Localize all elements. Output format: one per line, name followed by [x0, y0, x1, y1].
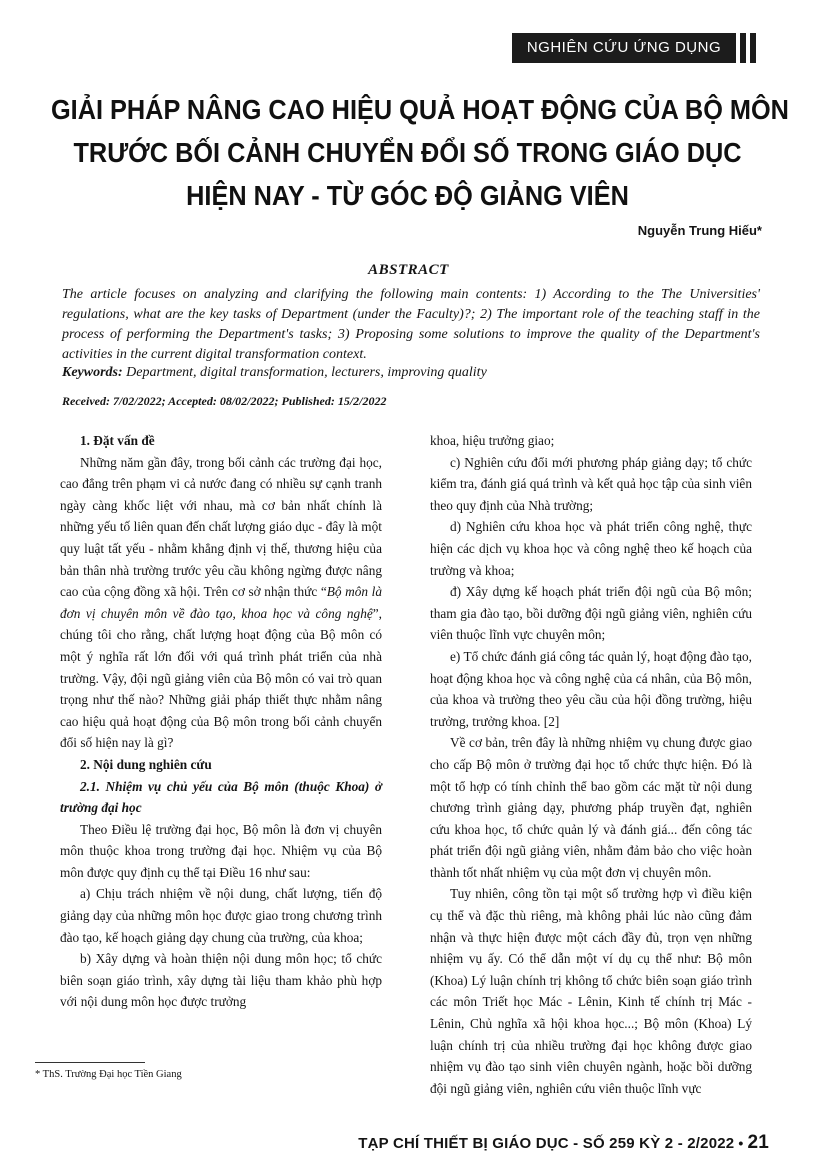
paragraph: Những năm gần đây, trong bối cảnh các trường đại học, cao đẳng trên phạm vi cả nước đang có nhiều sự cạnh tranh ngày càng khốc liệt với nhau, mà cơ bản nhất chính là những yếu tố liên quan đến chất lượng giáo dục - đây là một quy luật tất yếu - nhằm khẳng định vị thế, thương hiệu của bản thân nhà trường trước yêu cầu không ngừng được nâng cao của cộng đồng xã hội. Trên cơ sở nhận thức “Bộ môn là đơn vị chuyên môn về đào tạo, khoa học và công nghệ”, chúng tôi cho rằng, chất lượng hoạt động của Bộ môn có một ý nghĩa rất lớn đối với quá trình phát triển của nhà trường. Vậy, đội ngũ giảng viên của Bộ môn có vai trò quan trọng như thế nào? Những giải pháp thiết thực nhằm nâng cao hiệu quả hoạt động của Bộ môn trong bối cảnh chuyển đổi số hiện nay là gì?: [60, 454, 382, 751]
list-item: d) Nghiên cứu khoa học và phát triển công nghệ, thực hiện các dịch vụ khoa học và công nghệ theo kế hoạch của trường và khoa;: [430, 519, 752, 578]
right-column: [430, 430, 752, 1099]
footnote: * ThS. Trường Đại học Tiền Giang: [35, 1069, 182, 1080]
list-item: a) Chịu trách nhiệm về nội dung, chất lượng, tiến độ giảng dạy của những môn học được giao trong chương trình đào tạo, kế hoạch giảng dạy chung của trường, của khoa;: [60, 886, 382, 945]
author-name: Nguyễn Trung Hiếu*: [637, 223, 762, 238]
bullet-icon: •: [738, 1135, 744, 1151]
keywords-label: Keywords:: [62, 365, 123, 380]
journal-footer: [358, 1132, 769, 1154]
keywords-value: Department, digital transformation, lecturers, improving quality: [126, 365, 487, 380]
footnote-divider: [35, 1062, 145, 1063]
list-item: đ) Xây dựng kế hoạch phát triển đội ngũ của Bộ môn; tham gia đào tạo, bồi dưỡng đội ngũ giảng viên, nghiên cứu viên thuộc lĩnh vực chuyên môn;: [430, 584, 752, 643]
paragraph: khoa, hiệu trưởng giao;: [430, 433, 555, 448]
list-item: c) Nghiên cứu đổi mới phương pháp giảng dạy; tổ chức kiểm tra, đánh giá quá trình và kết quả học tập của sinh viên theo quy định của Nhà trường;: [430, 454, 752, 513]
paragraph: Theo Điều lệ trường đại học, Bộ môn là đơn vị chuyên môn thuộc khoa trong trường đại học. Nhiệm vụ của Bộ môn được quy định cụ thể tại Điều 16 như sau:: [60, 821, 382, 880]
received-dates: Received: 7/02/2022; Accepted: 08/02/2022; Published: 15/2/2022: [62, 394, 387, 408]
tag-bar-decoration: [750, 33, 756, 63]
section-tag: NGHIÊN CỨU ỨNG DỤNG: [512, 33, 736, 63]
abstract-text: The article focuses on analyzing and clarifying the following main contents: 1) According to the The Universities' regulations, what are the key tasks of Department (under the Faculty)?; 2) The important role of the teaching staff in the process of performing the Department's tasks; 3) Proposing some solutions to improve the quality of the Department's activities in the current digital transformation context.: [62, 287, 760, 362]
list-item: b) Xây dựng và hoàn thiện nội dung môn học; tổ chức biên soạn giáo trình, xây dựng tài liệu tham khảo phù hợp với nội dung môn học được trưởng: [60, 951, 382, 1010]
paragraph: Về cơ bản, trên đây là những nhiệm vụ chung được giao cho cấp Bộ môn ở trường đại học tổ chức thực hiện. Đó là một tổ hợp có tính chỉnh thể bao gồm các mặt từ nội dung chương trình giảng dạy, phương pháp truyền đạt, nghiên cứu khoa học, tổ chức quản lý và đánh giá... đến công tác phát triển đội ngũ giảng viên, nhằm đảm bảo cho việc hoàn thành tốt nhất nhiệm vụ của một đơn vị chuyên môn.: [430, 735, 752, 880]
article-title: [51, 88, 789, 217]
subsection-heading: 2.1. Nhiệm vụ chủ yếu của Bộ môn (thuộc Khoa) ở trường đại học: [60, 778, 382, 816]
page-number: 21: [747, 1132, 769, 1153]
section-heading: 1. Đặt vấn đề: [80, 433, 155, 448]
keywords: [62, 365, 762, 381]
tag-bar-decoration: [740, 33, 746, 63]
left-column: [60, 430, 382, 1013]
journal-name: TẠP CHÍ THIẾT BỊ GIÁO DỤC - SỐ 259 KỲ 2 - 2/2022: [358, 1135, 735, 1152]
paragraph: Tuy nhiên, công tồn tại một số trường hợp vì điều kiện cụ thể và đặc thù riêng, mà không phải lúc nào cũng đảm nhận và thực hiện được một cách đầy đủ, trọn vẹn những nhiệm vụ ấy. Có thể dẫn một ví dụ cụ thể như: Bộ môn (Khoa) Lý luận chính trị không tổ chức biên soạn giáo trình các môn Triết học Mác - Lênin, Kinh tế chính trị Mác - Lênin, Chủ nghĩa xã hội khoa học...; Bộ môn (Khoa) Lý luận chính trị của nhiều trường đại học không được giao nhiệm vụ đào tạo sinh viên chuyên ngành, hoặc bồi dưỡng đội ngũ giảng viên, nghiên cứu viên thuộc lĩnh vực: [430, 886, 752, 1096]
title-line: GIẢI PHÁP NÂNG CAO HIỆU QUẢ HOẠT ĐỘNG CỦA BỘ MÔN: [51, 94, 789, 125]
title-line: HIỆN NAY - TỪ GÓC ĐỘ GIẢNG VIÊN: [186, 180, 629, 211]
abstract-heading: ABSTRACT: [368, 262, 449, 278]
title-line: TRƯỚC BỐI CẢNH CHUYỂN ĐỔI SỐ TRONG GIÁO DỤC: [73, 137, 742, 168]
list-item: e) Tổ chức đánh giá công tác quản lý, hoạt động đào tạo, hoạt động khoa học và công nghệ của cá nhân, của Bộ môn, của khoa và trường theo yêu cầu của hội đồng trường, hiệu trưởng, trưởng khoa. [2]: [430, 648, 752, 729]
section-heading: 2. Nội dung nghiên cứu: [80, 756, 212, 772]
